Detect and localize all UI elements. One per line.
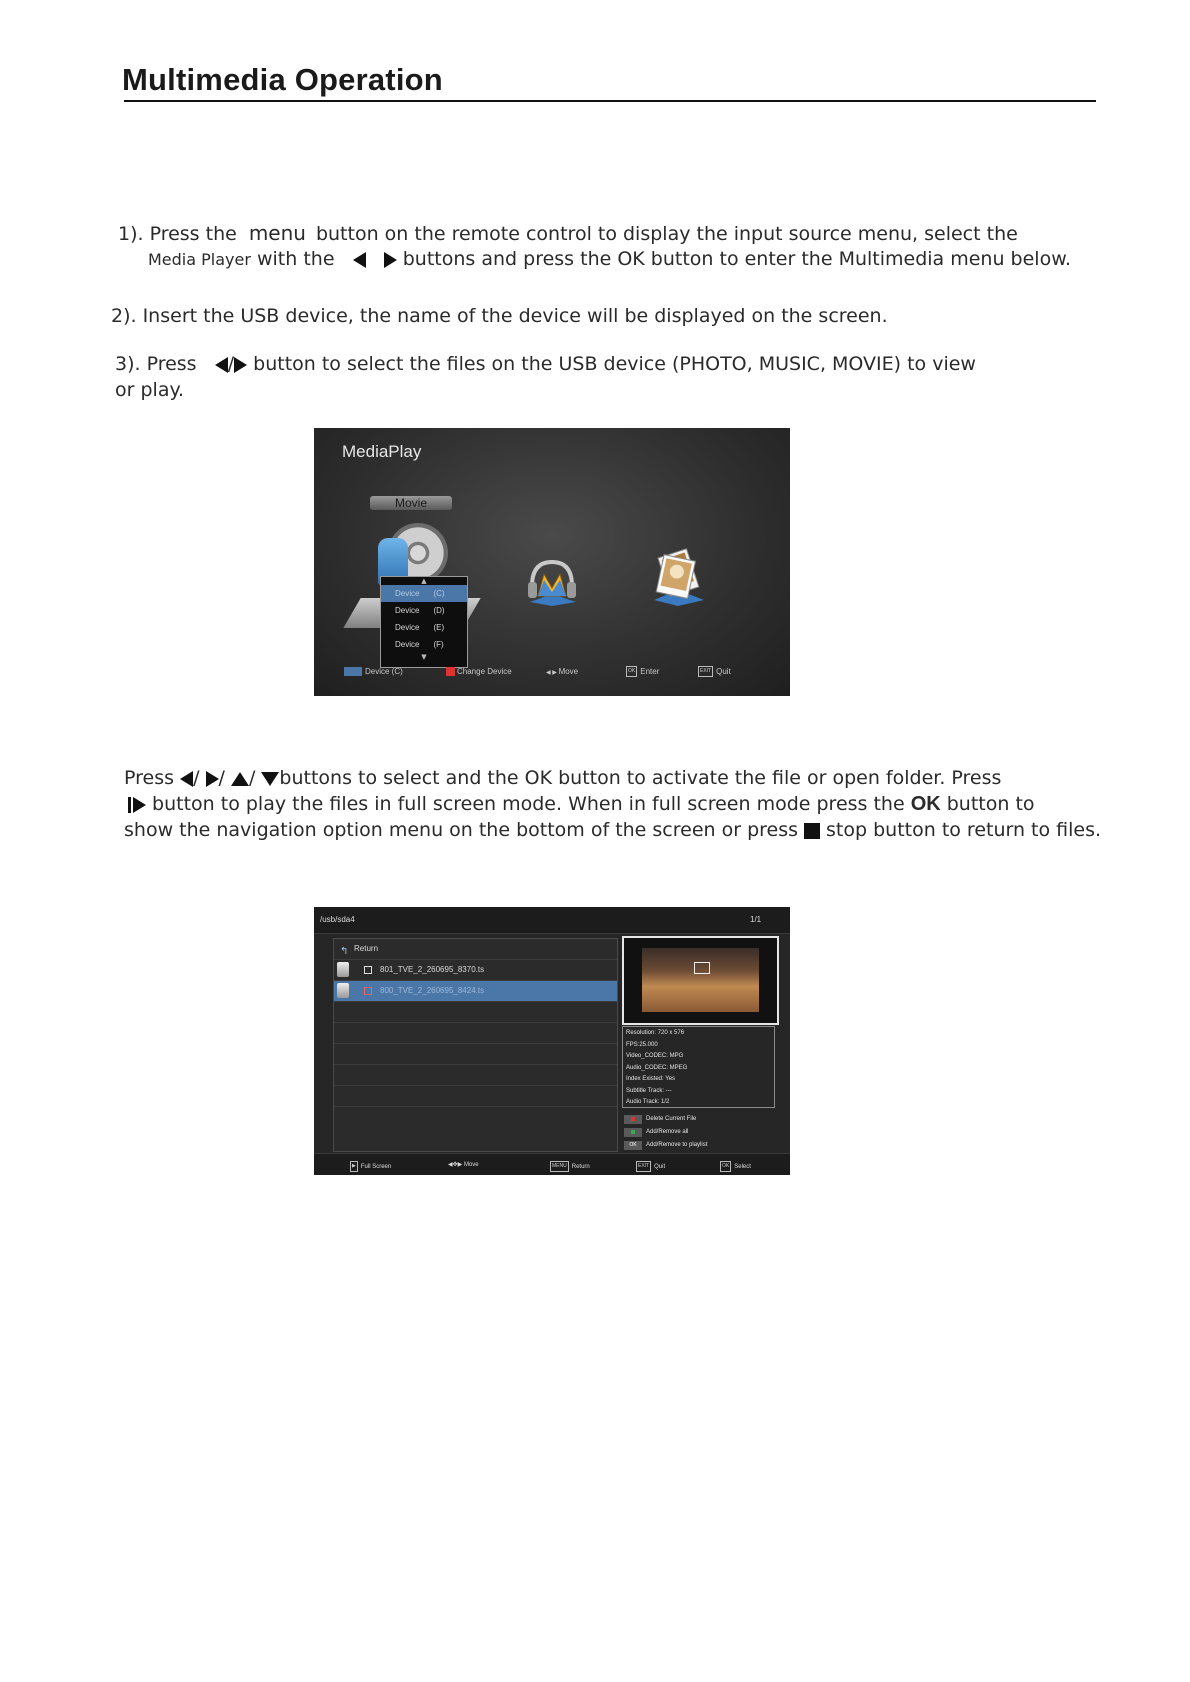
nav-text: buttons to select and the OK button to activate the file or open folder. Press: [279, 767, 1002, 789]
mediaplay-screenshot: [314, 428, 790, 696]
ok-key-label: OK: [910, 793, 941, 815]
slash-separator: /: [227, 353, 235, 375]
page-title: Multimedia Operation: [122, 62, 443, 97]
footer-device: [344, 666, 403, 678]
hoop-graphic: [694, 962, 710, 974]
current-path: /usb/sda4: [320, 915, 355, 924]
action-label: Delete Current File: [646, 1116, 697, 1122]
footer-device-label: Device (C): [365, 667, 403, 676]
device-code: (F): [433, 640, 444, 649]
footer-select: [720, 1161, 751, 1172]
empty-row: [334, 1023, 617, 1044]
nav-text: show the navigation option menu on the bottom of the screen or press: [124, 819, 799, 841]
device-dropdown[interactable]: [380, 576, 468, 668]
return-label: Return: [354, 944, 379, 953]
movie-tab[interactable]: Movie: [370, 496, 452, 510]
checkbox[interactable]: [364, 966, 372, 974]
exit-key-icon: EXIT: [698, 666, 713, 677]
green-key-icon: [624, 1128, 642, 1137]
footer-label: Full Screen: [360, 1164, 392, 1171]
right-arrow-icon: [234, 357, 247, 373]
dropdown-up-arrow-icon[interactable]: ▲: [421, 577, 427, 585]
slash-separator: /: [248, 767, 256, 789]
empty-row: [334, 1065, 617, 1086]
info-index: Index Existed: Yes: [626, 1076, 676, 1082]
footer-label: Return: [571, 1164, 590, 1171]
video-file-icon: [337, 962, 349, 977]
action-add-remove-all[interactable]: [622, 1126, 782, 1139]
down-arrow-icon: [261, 772, 279, 786]
menu-key-icon: MENU: [550, 1161, 569, 1172]
stop-icon: [804, 823, 820, 839]
step3-text: 3). Press: [115, 353, 197, 375]
file-name: 800_TVE_2_260695_8424.ts: [380, 986, 485, 995]
step2-text: 2). Insert the USB device, the name of the device will be displayed on the screen.: [111, 305, 888, 327]
page-indicator: 1/1: [750, 915, 762, 924]
ok-key-icon: OK: [626, 666, 637, 677]
slash-separator: /: [193, 767, 200, 789]
left-right-arrows-icon: ◀ ▶: [546, 670, 559, 676]
footer-enter-label: Enter: [640, 667, 660, 676]
footer-change-label: Change Device: [457, 667, 512, 676]
nav-line2: [128, 791, 1035, 817]
browser-header: [314, 907, 790, 934]
file-info-panel: [622, 1026, 775, 1108]
file-row[interactable]: [334, 960, 617, 981]
footer-label: Select: [734, 1164, 751, 1171]
action-label: Add/Remove to playlist: [646, 1142, 708, 1148]
play-key-icon: ▶: [350, 1161, 358, 1172]
file-name: 801_TVE_2_260695_8370.ts: [380, 965, 485, 974]
nav-text: Press: [124, 767, 175, 789]
step3-text: button to select the files on the USB device (PHOTO, MUSIC, MOVIE) to view: [253, 353, 976, 375]
nav-line1: [124, 765, 1001, 791]
device-code: (C): [433, 589, 445, 598]
footer-return: [550, 1161, 590, 1172]
browser-footer: [314, 1153, 790, 1175]
left-arrow-icon: [215, 357, 228, 373]
footer-move: [546, 666, 578, 679]
red-key-icon: [624, 1115, 642, 1124]
return-row[interactable]: [334, 939, 617, 960]
footer-move-label: Move: [558, 667, 579, 676]
photo-icon[interactable]: [650, 544, 706, 606]
return-icon: ↰: [340, 946, 349, 957]
nav-text: button to: [946, 793, 1035, 815]
nav-text: stop button to return to files.: [826, 819, 1102, 841]
mediaplay-title: MediaPlay: [342, 442, 422, 461]
device-code: (D): [433, 606, 445, 615]
footer-move: [448, 1161, 479, 1169]
file-actions: [622, 1113, 782, 1152]
step1-text: button on the remote control to display the input source menu, select the: [315, 223, 1018, 245]
step1-line1: [118, 220, 1018, 247]
basketball-court-thumbnail: [642, 948, 759, 1012]
device-label: Device: [395, 623, 420, 632]
play-icon: [133, 797, 146, 813]
play-pause-bar-icon: [128, 797, 131, 813]
footer-quit-label: Quit: [716, 667, 731, 676]
step1-text: with the: [256, 248, 335, 270]
device-label: Device: [395, 640, 420, 649]
empty-row: [334, 1086, 617, 1107]
device-label: Device: [395, 606, 420, 615]
video-preview: [622, 936, 779, 1025]
device-code: (E): [433, 623, 445, 632]
right-arrow-icon: [206, 771, 219, 787]
nav-text: button to play the files in full screen mode. When in full screen mode press the: [152, 793, 905, 815]
ok-key-icon: OK: [624, 1141, 642, 1150]
device-option[interactable]: [381, 619, 467, 636]
empty-row: [334, 1044, 617, 1065]
info-fps: FPS:25.000: [626, 1041, 658, 1048]
media-player-label: Media Player: [148, 250, 251, 269]
footer-quit: [636, 1161, 665, 1172]
info-subtitle: Subtitle Track: ---: [626, 1087, 672, 1094]
step1-text: 1). Press the: [118, 223, 237, 245]
device-option[interactable]: [381, 585, 467, 602]
ok-key-icon: OK: [720, 1161, 731, 1172]
dropdown-down-arrow-icon[interactable]: ▼: [421, 653, 427, 661]
left-arrow-icon: [353, 252, 366, 268]
title-rule: [124, 100, 1096, 102]
action-label: Add/Remove all: [646, 1129, 689, 1135]
step1-line2: [148, 246, 1071, 273]
menu-key-label: menu: [248, 221, 306, 245]
action-playlist[interactable]: [622, 1139, 782, 1152]
step1-text: buttons and press the OK button to enter the Multimedia menu below.: [402, 248, 1072, 270]
nav-line3: [124, 817, 1101, 843]
step3-line1: [115, 351, 976, 377]
info-video-codec: Video_CODEC: MPG: [626, 1053, 684, 1059]
left-arrow-icon: [180, 771, 193, 787]
footer-label: Quit: [654, 1164, 666, 1171]
step3-line2: or play.: [115, 379, 185, 401]
footer-label: Move: [463, 1162, 479, 1168]
info-resolution: Resolution: 720 x 576: [626, 1030, 685, 1036]
action-delete[interactable]: [622, 1113, 782, 1126]
footer-full-screen: [350, 1161, 391, 1172]
footer-change-device: [446, 666, 512, 678]
music-headphones-icon[interactable]: [524, 556, 580, 606]
exit-key-icon: EXIT: [636, 1161, 651, 1172]
four-way-arrows-icon: ◀✥▶: [448, 1162, 464, 1168]
footer-quit: [698, 666, 731, 678]
slash-separator: /: [218, 767, 225, 789]
checkbox[interactable]: [364, 987, 372, 995]
info-audio-codec: Audio_CODEC: MPEG: [626, 1064, 688, 1071]
info-audio-track: Audio Track: 1/2: [626, 1099, 670, 1105]
blue-key-icon: [344, 667, 362, 676]
empty-row: [334, 1002, 617, 1023]
device-option[interactable]: [381, 602, 467, 619]
video-file-icon: [337, 983, 349, 998]
up-arrow-icon: [231, 772, 249, 786]
right-arrow-icon: [384, 252, 397, 268]
file-list: [333, 938, 618, 1152]
device-option[interactable]: [381, 636, 467, 653]
red-key-icon: [446, 667, 455, 676]
footer-enter: [626, 666, 659, 678]
file-browser-screenshot: [314, 907, 790, 1175]
device-label: Device: [395, 589, 420, 598]
file-row[interactable]: [334, 981, 617, 1002]
